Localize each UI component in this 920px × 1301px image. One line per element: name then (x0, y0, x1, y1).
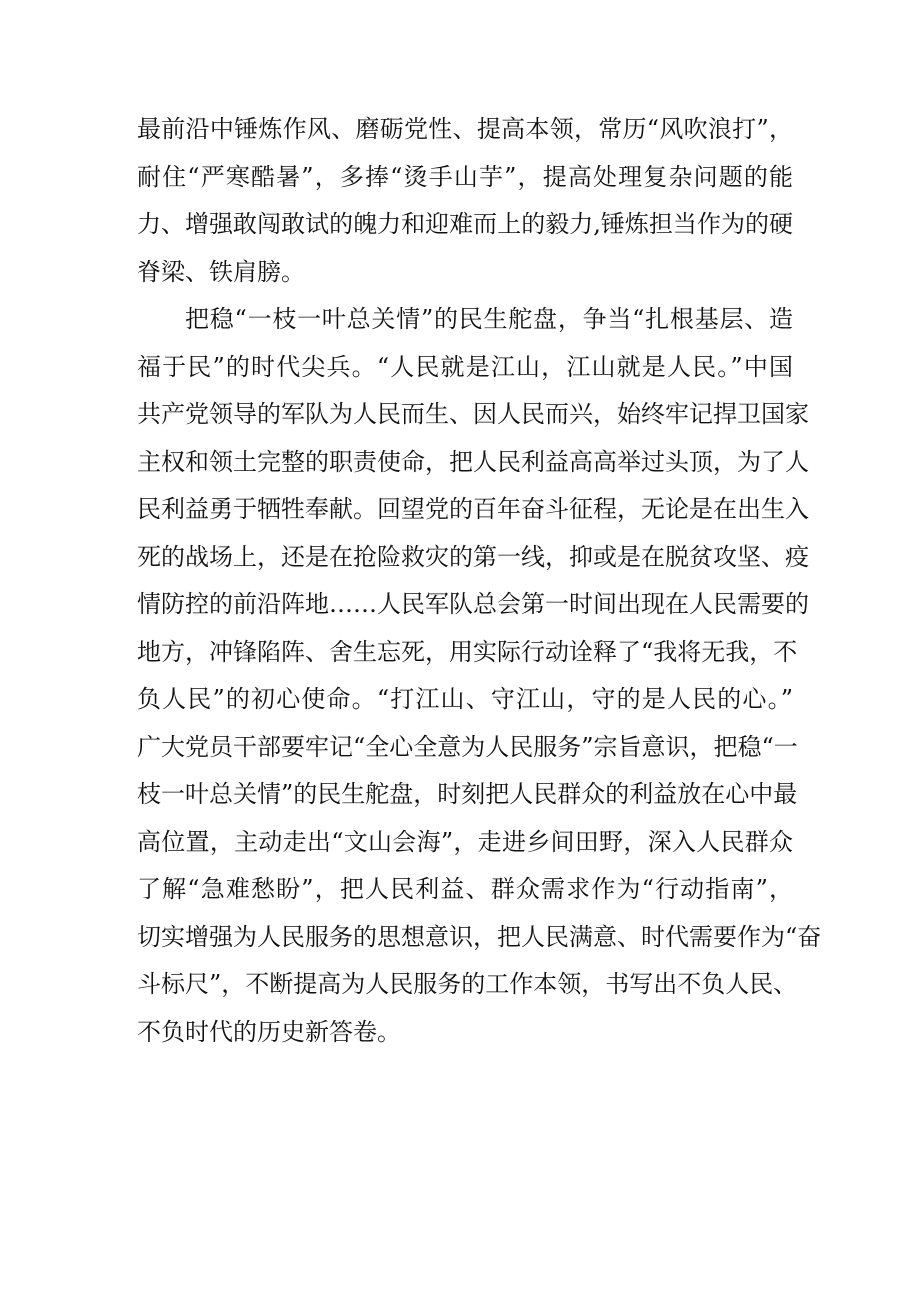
paragraph-line: 情防控的前沿阵地……人民军队总会第一时间出现在人民需要的 (137, 590, 809, 618)
paragraph-line: 不负时代的历史新答卷。 (137, 1017, 401, 1046)
paragraph-line: 切实增强为人民服务的思想意识，把人民满意、时代需要作为“奋 (137, 922, 822, 951)
paragraph-line: 耐住“严寒酷暑”，多捧“烫手山芋”，提高处理复杂问题的能 (137, 162, 793, 191)
paragraph-line: 地方，冲锋陷阵、舍生忘死，用实际行动诠释了“我将无我，不 (137, 637, 798, 666)
paragraph-line: 力、增强敢闯敢试的魄力和迎难而上的毅力,锤炼担当作为的硬 (137, 210, 793, 238)
document-body (137, 106, 822, 1056)
paragraph-line: 主权和领土完整的职责使命，把人民利益高高举过头顶，为了人 (137, 447, 809, 476)
paragraph-line: 共产党领导的军队为人民而生、因人民而兴，始终牢记捍卫国家 (137, 400, 809, 428)
paragraph-2 (137, 296, 822, 1056)
paragraph-line: 枝一叶总关情”的民生舵盘，时刻把人民群众的利益放在心中最 (137, 780, 798, 808)
paragraph-line: 负人民”的初心使命。“打江山、守江山，守的是人民的心。” (137, 685, 793, 713)
paragraph-line: 高位置，主动走出“文山会海”，走进乡间田野，深入人民群众 (137, 827, 793, 856)
paragraph-line: 斗标尺”，不断提高为人民服务的工作本领，书写出不负人民、 (137, 970, 798, 998)
paragraph-line: 民利益勇于牺牲奉献。回望党的百年奋斗征程，无论是在出生入 (137, 495, 809, 523)
paragraph-line: 广大党员干部要牢记“全心全意为人民服务”宗旨意识，把稳“一 (137, 732, 798, 761)
paragraph-line: 脊梁、铁肩膀。 (137, 257, 305, 286)
paragraph-line: 福于民”的时代尖兵。“人民就是江山，江山就是人民。”中国 (137, 352, 793, 381)
paragraph-line: 了解“急难愁盼”，把人民利益、群众需求作为“行动指南”， (137, 875, 793, 903)
paragraph-line: 死的战场上，还是在抢险救灾的第一线，抑或是在脱贫攻坚、疫 (137, 542, 809, 571)
paragraph-1 (137, 106, 793, 296)
paragraph-line: 最前沿中锤炼作风、磨砺党性、提高本领，常历“风吹浪打”， (137, 115, 793, 143)
paragraph-line: 把稳“一枝一叶总关情”的民生舵盘，争当“扎根基层、造 (185, 305, 793, 333)
